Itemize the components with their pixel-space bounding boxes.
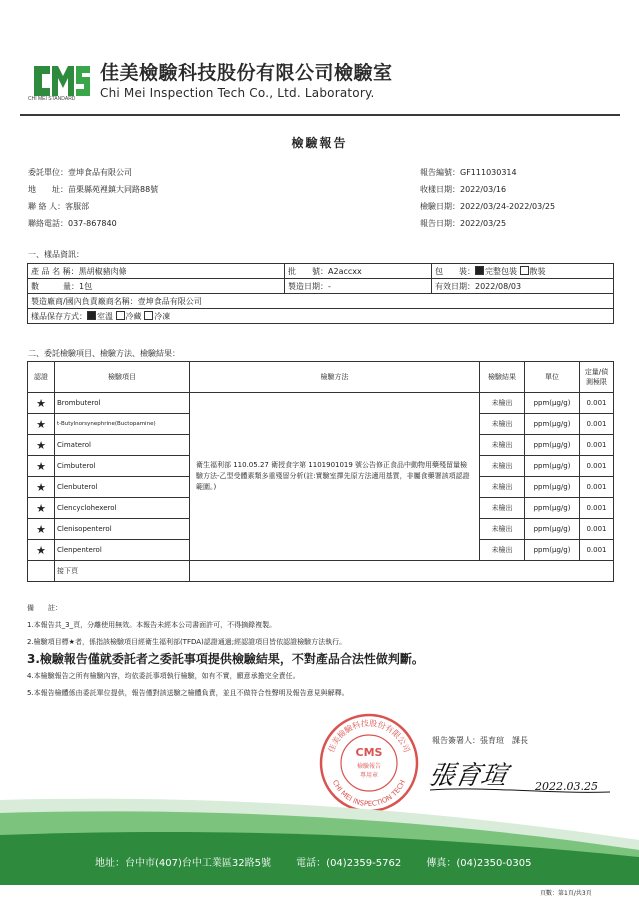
logo-subtitle: CHI MEI STANDARD: [28, 96, 76, 102]
test-result: 未檢出: [480, 435, 525, 456]
test-unit: ppm(μg/g): [525, 435, 580, 456]
test-item: Clenbuterol: [55, 477, 190, 498]
notes-label: 備 註：: [27, 604, 62, 612]
client-address: 苗栗縣苑裡鎮大同路88號: [68, 185, 159, 194]
note-5: 5.本報告檢體係由委託單位提供，報告僅對該送驗之檢體負責，並且不做符合性聲明及報告意見與解釋。: [27, 689, 349, 697]
test-unit: ppm(μg/g): [525, 540, 580, 561]
quantity-cell: 數 量：1包: [28, 279, 285, 294]
test-result: 未檢出: [480, 519, 525, 540]
next-page-note: 接下頁: [55, 561, 190, 582]
note-4: 4.本檢驗報告之所有檢驗內容，均依委託事項執行檢驗，如有不實，願意承擔完全責任。: [27, 672, 300, 680]
test-limit: 0.001: [580, 393, 614, 414]
test-unit: ppm(μg/g): [525, 519, 580, 540]
svg-text:CHI MEI INSPECTION TECH: CHI MEI INSPECTION TECH: [330, 778, 408, 809]
svg-text:CMS: CMS: [355, 746, 383, 759]
test-unit: ppm(μg/g): [525, 456, 580, 477]
results-section-title: 二、委託檢驗項目、檢驗方法、檢驗結果：: [28, 349, 180, 358]
checkbox-empty-icon: [520, 266, 529, 275]
client-phone: 037-867840: [68, 219, 117, 228]
checkbox-checked-icon: [87, 311, 96, 320]
test-unit: ppm(μg/g): [525, 477, 580, 498]
test-result: 未檢出: [480, 414, 525, 435]
svg-text:專用章: 專用章: [359, 772, 379, 779]
footer-band: [0, 795, 639, 885]
test-unit: ppm(μg/g): [525, 498, 580, 519]
checkbox-empty-icon: [144, 311, 153, 320]
batch-cell: 批 號：A2accxx: [285, 264, 432, 279]
report-number: GF111030314: [460, 168, 517, 177]
test-item: t-Butylnorsynephrine(Buctopamine): [55, 414, 190, 435]
signer: 報告簽署人：張育瑄 課長: [432, 736, 528, 745]
star-icon: ★: [28, 393, 55, 414]
test-unit: ppm(μg/g): [525, 393, 580, 414]
header-divider: [20, 114, 620, 116]
footer-fax: 傳真：(04)2350-0305: [426, 858, 532, 869]
exp-date-cell: 有效日期：2022/08/03: [432, 279, 614, 294]
sample-info-table: [27, 263, 614, 324]
client-info: 委託單位：壹坤食品有限公司 地 址：苗栗縣苑裡鎮大同路88號 聯 絡 人：客服部 聯絡電話：037-867840: [28, 168, 159, 228]
checkbox-empty-icon: [116, 311, 125, 320]
test-result: 未檢出: [480, 477, 525, 498]
footer-contact: [95, 854, 553, 869]
client-unit: 壹坤食品有限公司: [68, 168, 132, 177]
star-icon: ★: [28, 477, 55, 498]
product-name-cell: 產 品 名 稱：黑胡椒豬肉條: [28, 264, 285, 279]
package-cell: 包 裝： 完整包裝 散裝: [432, 264, 614, 279]
star-icon: ★: [28, 498, 55, 519]
footer-address: 地址：台中市(407)台中工業區32路5號: [95, 858, 271, 869]
test-item: Cimaterol: [55, 435, 190, 456]
test-item: Brombuterol: [55, 393, 190, 414]
svg-text:2022.03.25: 2022.03.25: [535, 780, 598, 793]
star-icon: ★: [28, 540, 55, 561]
svg-text:佳美檢驗科技股份有限公司: 佳美檢驗科技股份有限公司: [326, 718, 412, 754]
report-date: 2022/03/25: [460, 219, 507, 228]
page-number: 頁數：第1頁/共3頁: [540, 890, 592, 897]
col-result: 檢驗結果: [480, 362, 525, 393]
tested-date: 2022/03/24-2022/03/25: [460, 202, 556, 211]
test-limit: 0.001: [580, 498, 614, 519]
company-name-zh: 佳美檢驗科技股份有限公司檢驗室: [100, 62, 393, 84]
sample-section-title: 一、樣品資訊：: [28, 250, 84, 259]
test-result: 未檢出: [480, 498, 525, 519]
star-icon: ★: [28, 414, 55, 435]
test-result: 未檢出: [480, 393, 525, 414]
note-1: 1.本報告共_3_頁，分離使用無效。本報告未經本公司書面許可，不得摘錄複製。: [27, 621, 277, 629]
test-result: 未檢出: [480, 456, 525, 477]
test-unit: ppm(μg/g): [525, 414, 580, 435]
star-icon: ★: [28, 435, 55, 456]
notes: [27, 600, 424, 702]
test-result: 未檢出: [480, 540, 525, 561]
report-info: 報告編號：GF111030314 收樣日期：2022/03/16 檢驗日期：2022/03/24-2022/03/25 報告日期：2022/03/25: [420, 168, 556, 228]
col-cert: 認證: [28, 362, 55, 393]
mfg-date-cell: 製造日期：-: [285, 279, 432, 294]
test-item: Clenpenterol: [55, 540, 190, 561]
star-icon: ★: [28, 519, 55, 540]
test-method: 衛生福利部 110.05.27 衛授食字第 1101901019 號公告修正食品中動物用藥殘留量檢驗方法-乙型受體素類多重殘留分析(註:實驗室擇先原方法適用基質，非屬食藥署該項認證範圍。): [190, 393, 480, 561]
received-date: 2022/03/16: [460, 185, 507, 194]
result-row: [28, 393, 614, 414]
test-item: Cimbuterol: [55, 456, 190, 477]
col-unit: 單位: [525, 362, 580, 393]
test-limit: 0.001: [580, 435, 614, 456]
col-item: 檢驗項目: [55, 362, 190, 393]
test-limit: 0.001: [580, 414, 614, 435]
checkbox-checked-icon: [475, 266, 484, 275]
test-item: Clencyclohexerol: [55, 498, 190, 519]
test-limit: 0.001: [580, 519, 614, 540]
client-contact: 客服部: [65, 202, 90, 211]
storage-cell: 樣品保存方式： 室溫 冷藏 冷凍: [28, 309, 614, 324]
footer-phone: 電話：(04)2359-5762: [296, 858, 402, 869]
test-item: Clenisopenterol: [55, 519, 190, 540]
report-title: 檢驗報告: [291, 136, 348, 150]
test-limit: 0.001: [580, 477, 614, 498]
svg-text:檢驗報告: 檢驗報告: [356, 763, 382, 770]
signer-name: 張育瑄: [480, 736, 504, 745]
signer-title: 課長: [512, 736, 528, 745]
col-limit: 定量/偵測極限: [580, 362, 614, 393]
results-table: [27, 361, 614, 582]
star-icon: ★: [28, 456, 55, 477]
col-method: 檢驗方法: [190, 362, 480, 393]
test-limit: 0.001: [580, 540, 614, 561]
company-name-en: Chi Mei Inspection Tech Co., Ltd. Laboratory.: [100, 86, 375, 100]
handwritten-signature: [425, 752, 620, 797]
test-limit: 0.001: [580, 456, 614, 477]
svg-text:張育瑄: 張育瑄: [426, 761, 510, 791]
maker-cell: 製造廠商/國內負責廠商名稱：壹坤食品有限公司: [28, 294, 614, 309]
note-2: 2.檢驗項目標★者，係指該檢驗項目經衛生福利部(TFDA)認證通過;經認證項目皆依認證檢驗方法執行。: [27, 638, 347, 646]
note-3: 3.檢驗報告僅就委託者之委託事項提供檢驗結果，不對產品合法性做判斷。: [27, 652, 424, 666]
